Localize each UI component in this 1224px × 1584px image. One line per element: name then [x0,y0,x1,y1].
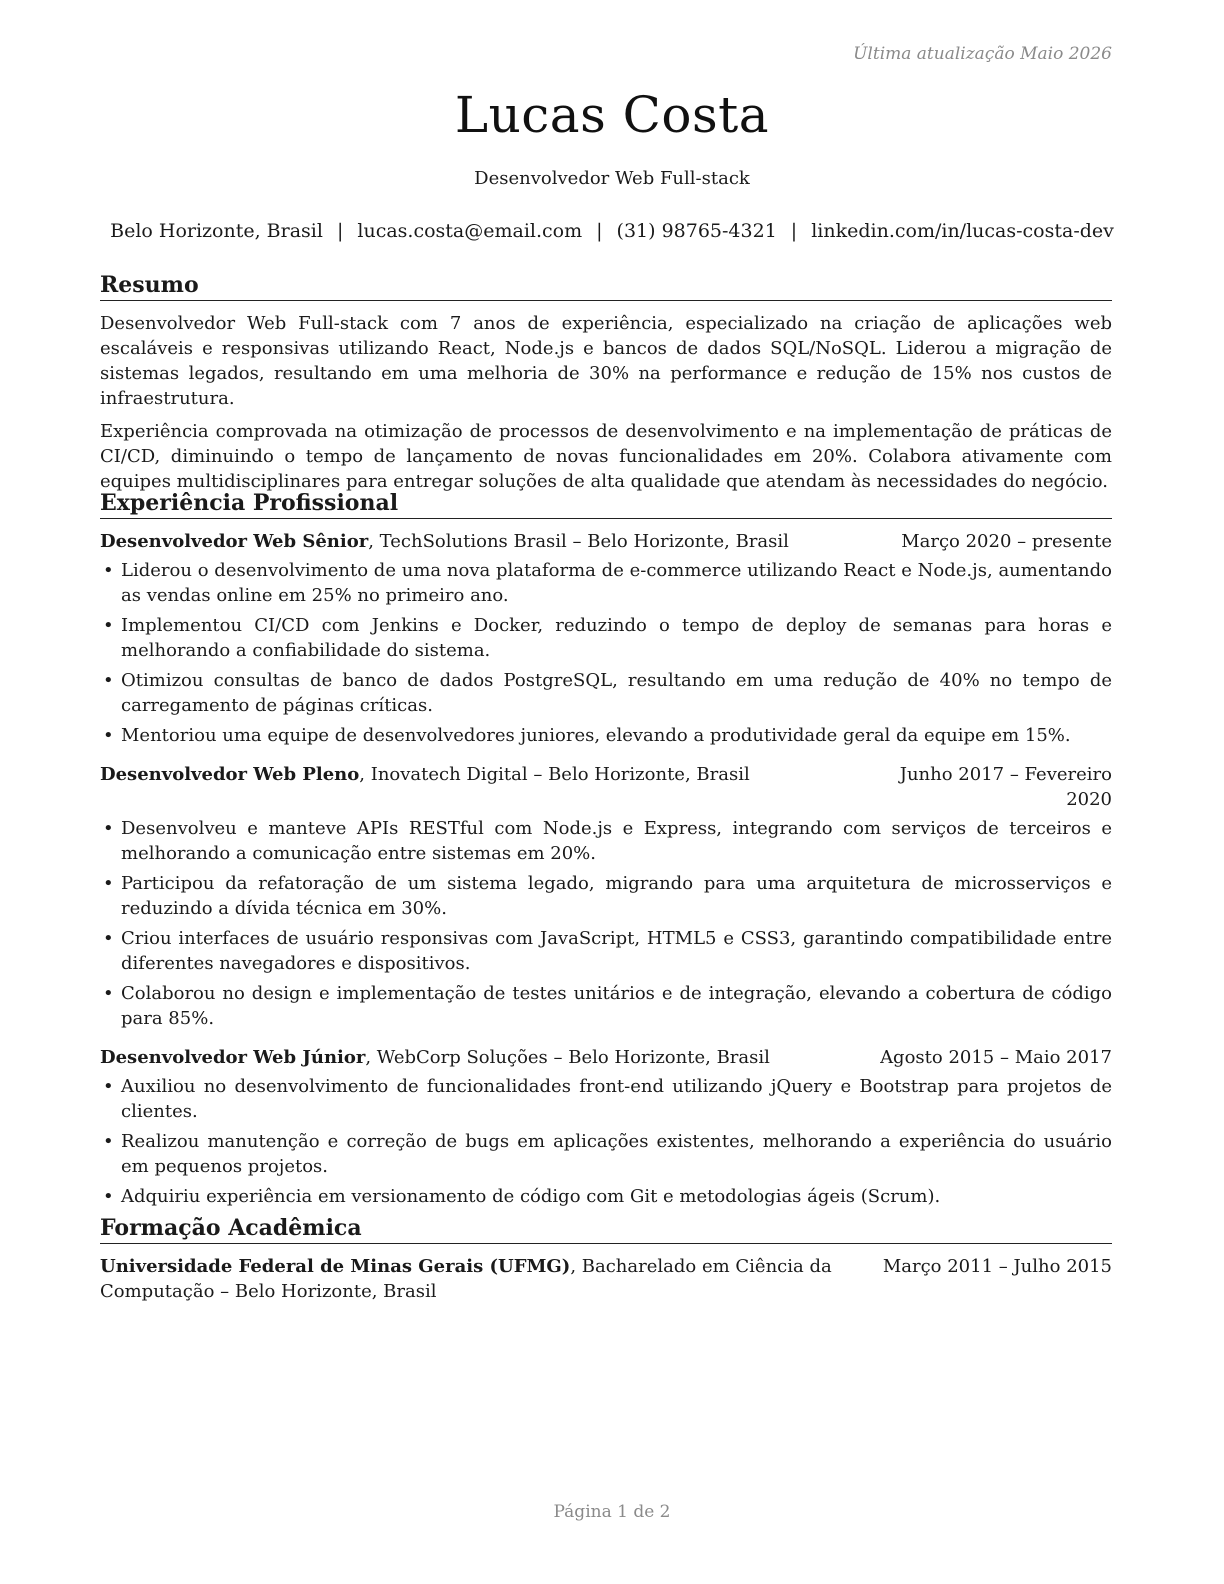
contact-phone: (31) 98765-4321 [616,220,777,242]
contact-separator: | [790,220,798,242]
list-item: • Desenvolveu e manteve APIs RESTful com Node.js e Express, integrando com serviços de terceiros e melhorando a comunicação entre sistemas em 20%. [103,818,1112,864]
job-entry [100,1045,1112,1209]
list-item: • Criou interfaces de usuário responsivas com JavaScript, HTML5 e CSS3, garantindo compatibilidade entre diferentes navegadores e dispositivos. [103,928,1112,974]
job-company: , TechSolutions Brasil – Belo Horizonte, Brasil [368,531,789,552]
list-item: • Realizou manutenção e correção de bugs em aplicações existentes, melhorando a experiência do usuário em pequenos projetos. [103,1131,1112,1177]
job-bullets [100,558,1112,748]
contact-email[interactable]: lucas.costa@email.com [357,220,583,242]
contact-linkedin[interactable]: linkedin.com/in/lucas-costa-dev [811,220,1114,242]
job-dates: Março 2020 – presente [901,531,1112,552]
job-company: , Inovatech Digital – Belo Horizonte, Brasil [359,764,750,785]
list-item: • Auxiliou no desenvolvimento de funcionalidades front-end utilizando jQuery e Bootstrap para projetos de clientes. [103,1076,1112,1122]
contact-location: Belo Horizonte, Brasil [110,220,323,242]
page-number: Página 1 de 2 [553,1502,671,1522]
section-title-experience: Experiência Profissional [100,489,1112,519]
list-item: • Colaborou no design e implementação de testes unitários e de integração, elevando a cobertura de código para 85%. [103,983,1112,1029]
list-item: • Otimizou consultas de banco de dados PostgreSQL, resultando em uma redução de 40% no tempo de carregamento de páginas críticas. [103,670,1112,716]
job-dates: Agosto 2015 – Maio 2017 [880,1047,1112,1068]
job-header [100,529,1112,554]
bullet-icon: • [103,1131,114,1152]
bullet-icon: • [103,1186,114,1207]
summary-paragraph: Experiência comprovada na otimização de processos de desenvolvimento e na implementação de práticas de CI/CD, diminuindo o tempo de lançamento de novas funcionalidades em 20%. Colabora ativamente com equipes multidisciplinares para entregar soluções de alta qualidade que atendam às necessidades do negócio. [100,421,1112,492]
list-item: • Participou da refatoração de um sistema legado, migrando para uma arquitetura de microsserviços e reduzindo a dívida técnica em 30%. [103,873,1112,919]
contact-separator: | [336,220,344,242]
education-section [100,1214,1112,1304]
job-header [100,1045,1112,1070]
list-item: • Adquiriu experiência em versionamento de código com Git e metodologias ágeis (Scrum). [103,1186,941,1207]
education-institution: Universidade Federal de Minas Gerais (UFMG) [100,1256,571,1277]
job-company: , WebCorp Soluções – Belo Horizonte, Brasil [365,1047,770,1068]
bullet-icon: • [103,873,114,894]
job-role: Desenvolvedor Web Júnior [100,1047,366,1068]
section-title-summary: Resumo [100,271,1112,301]
list-item: • Liderou o desenvolvimento de uma nova plataforma de e-commerce utilizando React e Node.js, aumentando as vendas online em 25% no primeiro ano. [103,560,1112,606]
job-role: Desenvolvedor Web Sênior [100,531,369,552]
contact-line [0,220,1224,242]
bullet-icon: • [103,670,114,691]
list-item: • Mentoriou uma equipe de desenvolvedores juniores, elevando a produtividade geral da equipe em 15%. [103,725,1071,746]
job-role: Desenvolvedor Web Pleno [100,764,360,785]
education-entry [100,1254,1112,1304]
experience-section [100,489,1112,1223]
bullet-icon: • [103,1076,114,1097]
job-entry [100,762,1112,1031]
job-bullets [100,816,1112,1031]
last-updated-note: Última atualização Maio 2026 [853,44,1112,64]
section-title-education: Formação Acadêmica [100,1214,1112,1244]
candidate-name: Lucas Costa [454,86,770,144]
job-bullets [100,1074,1112,1209]
education-detail: , Bacharelado em Ciência da Computação – Belo Horizonte, Brasil [100,1256,832,1302]
contact-separator: | [596,220,603,242]
summary-section [100,271,1112,502]
bullet-icon: • [103,928,114,949]
bullet-icon: • [103,818,114,839]
bullet-icon: • [103,983,114,1004]
bullet-icon: • [103,615,114,636]
job-header [100,762,1112,812]
bullet-icon: • [103,725,114,746]
bullet-icon: • [103,560,114,581]
education-dates: Março 2011 – Julho 2015 [882,1256,1112,1277]
candidate-headline: Desenvolvedor Web Full-stack [474,168,750,189]
summary-paragraph: Desenvolvedor Web Full-stack com 7 anos de experiência, especializado na criação de aplicações web escaláveis e responsivas utilizando React, Node.js e bancos de dados SQL/NoSQL. Liderou a migração de sistemas legados, resultando em uma melhoria de 30% na performance e redução de 15% nos custos de infraestrutura. [100,313,1112,409]
job-entry [100,529,1112,748]
job-dates: Junho 2017 – Fevereiro 2020 [899,764,1112,810]
list-item: • Implementou CI/CD com Jenkins e Docker, reduzindo o tempo de deploy de semanas para horas e melhorando a confiabilidade do sistema. [103,615,1112,661]
